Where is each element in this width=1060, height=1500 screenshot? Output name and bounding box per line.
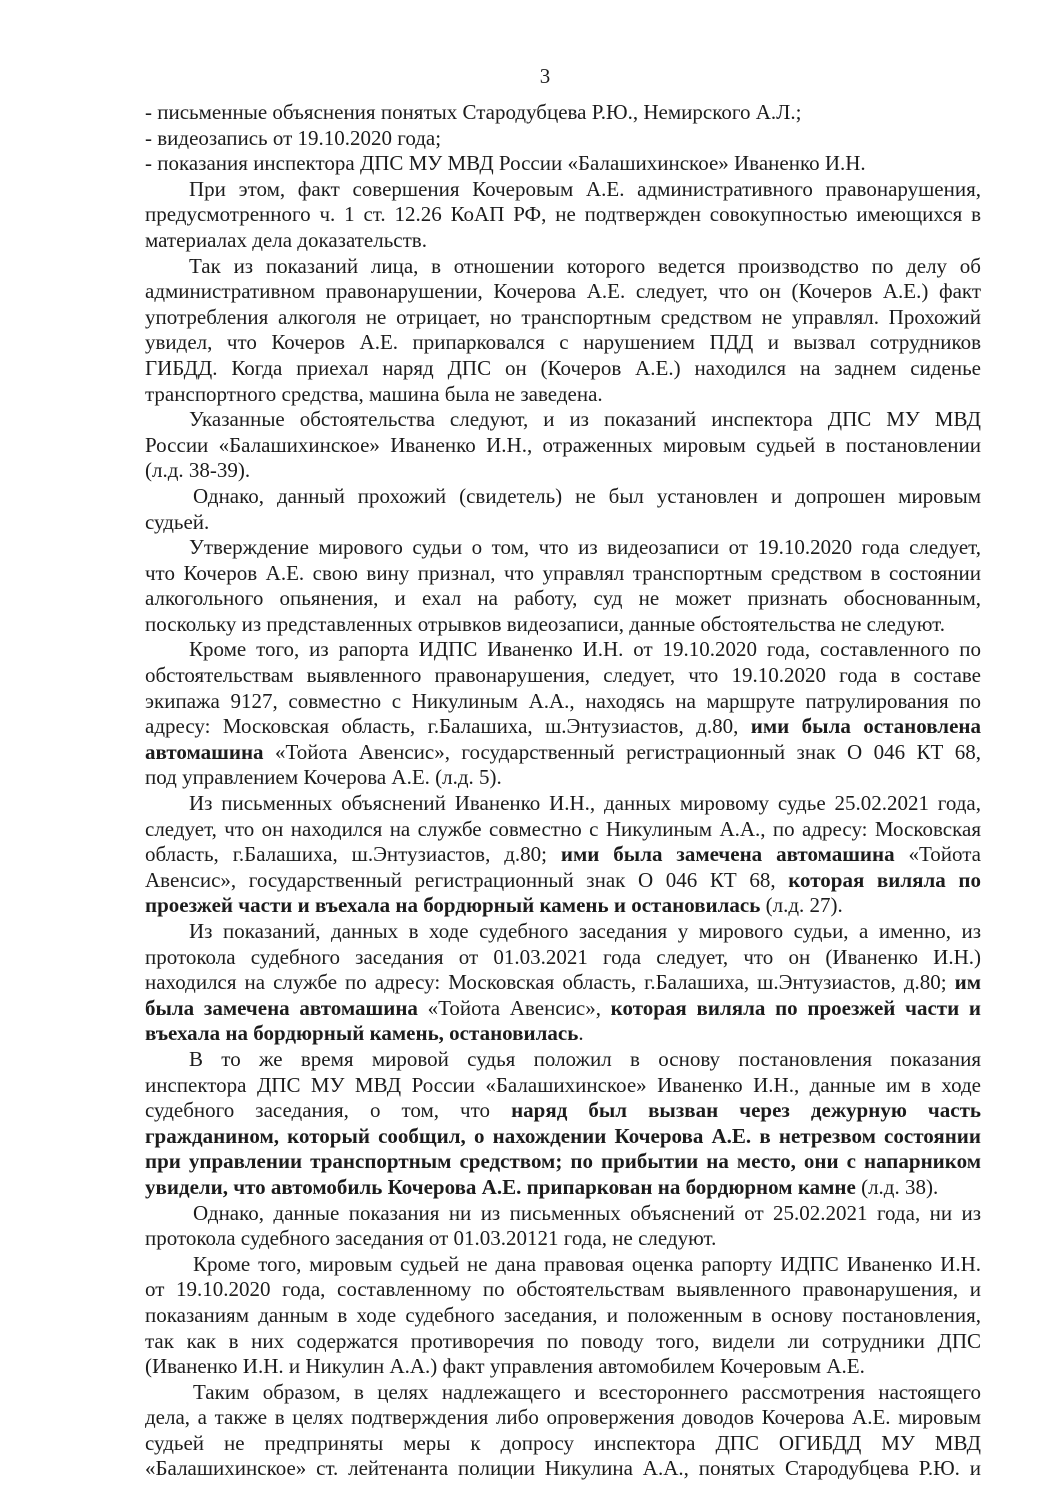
text-span: материалах дела доказательств. [145, 227, 427, 252]
text-span: Указанные обстоятельства следуют, и из показаний инспектора ДПС МУ МВД [189, 407, 981, 432]
text-span: инспектора ДПС МУ МВД России «Балашихинское» Иваненко И.Н., данные им в ходе [145, 1072, 981, 1097]
text-span: «Тойота Авенсис», государственный регистрационный знак О 046 КТ 68, [263, 739, 981, 764]
text-line [145, 1303, 981, 1329]
text-line [145, 1124, 981, 1150]
text-line [145, 1226, 981, 1252]
text-line [145, 1021, 981, 1047]
text-span: - показания инспектора ДПС МУ МВД России «Балашихинское» Иваненко И.Н. [145, 151, 866, 176]
bold-text: была замечена автомашина [145, 995, 418, 1020]
text-span: адресу: Московская область, г.Балашиха, ш.Энтузиастов, д.80, [145, 714, 751, 739]
text-span: предусмотренного ч. 1 ст. 12.26 КоАП РФ, не подтвержден совокупностью имеющихся в [145, 202, 981, 227]
text-span: ГИБДД. Когда приехал наряд ДПС он (Кочеров А.Е.) находился на заднем сиденье [145, 355, 981, 380]
text-line [145, 330, 981, 356]
text-span: протокола судебного заседания от 01.03.20121 года, не следуют. [145, 1226, 717, 1251]
text-line [145, 970, 981, 996]
text-line [145, 1047, 981, 1073]
text-line [145, 1456, 981, 1482]
text-line [145, 1405, 981, 1431]
text-span: так как в них содержатся противоречия по поводу того, видели ли сотрудники ДПС [145, 1328, 981, 1353]
text-line [145, 945, 981, 971]
text-span: следует, что он находился на службе совместно с Никулиным А.А., по адресу: Московская [145, 816, 981, 841]
text-span: административном правонарушении, Кочерова А.Е. следует, что он (Кочеров А.Е.) факт [145, 279, 981, 304]
text-span: - видеозапись от 19.10.2020 года; [145, 125, 442, 150]
bold-text: при управлении транспортным средством; по прибытии на место, они с напарником [145, 1149, 981, 1174]
text-span: (л.д. 27). [760, 893, 843, 918]
text-line [145, 637, 981, 663]
text-span: алкогольного опьянения, и ехал на работу, суд не может признать обоснованным, [145, 586, 981, 611]
text-span: судебного заседания, о том, что [145, 1098, 512, 1123]
text-span: дела, а также в целях подтверждения либо опровержения доводов Кочерова А.Е. мировым [145, 1405, 981, 1430]
text-span: Кроме того, из рапорта ИДПС Иваненко И.Н. от 19.10.2020 года, составленного по [189, 637, 981, 662]
text-span: экипажа 9127, совместно с Никулиным А.А., находясь на маршруте патрулирования по [145, 688, 981, 713]
text-line [145, 1354, 981, 1380]
text-line [145, 254, 981, 280]
document-body [145, 100, 981, 1482]
text-line [145, 305, 981, 331]
text-line [145, 1252, 981, 1278]
text-span: России «Балашихинское» Иваненко И.Н., отраженных мировым судьей в постановлении [145, 432, 981, 457]
bold-text: которая виляла по проезжей части и [610, 995, 981, 1020]
text-span: Таким образом, в целях надлежащего и всестороннего рассмотрения настоящего [193, 1379, 981, 1404]
text-line [145, 868, 981, 894]
text-span: При этом, факт совершения Кочеровым А.Е. административного правонарушения, [189, 176, 981, 201]
text-span: В то же время мировой судья положил в основу постановления показания [189, 1046, 981, 1071]
text-line [145, 1329, 981, 1355]
text-span: «Тойота [894, 842, 982, 867]
text-span: находился на службе по адресу: Московская область, г.Балашиха, ш.Энтузиастов, д.80; [145, 970, 955, 995]
text-line [145, 561, 981, 587]
text-line [145, 202, 981, 228]
text-span: Однако, данный прохожий (свидетель) не был установлен и допрошен мировым [193, 483, 981, 508]
text-span: употребления алкоголя не отрицает, но транспортным средством не управлял. Прохожий [145, 304, 981, 329]
text-line [145, 893, 981, 919]
text-span: показаниям данным в ходе судебного заседания, и положенным в основу постановления, [145, 1302, 981, 1327]
text-span: судьей не предприняты меры к допросу инспектора ДПС ОГИБДД МУ МВД [145, 1430, 981, 1455]
text-span: увидел, что Кочеров А.Е. припарковался с нарушением ПДД и вызвал сотрудников [145, 330, 981, 355]
text-line [145, 151, 981, 177]
text-span: Авенсис», государственный регистрационный знак О 046 КТ 68, [145, 867, 789, 892]
text-line [145, 996, 981, 1022]
text-span: Кроме того, мировым судьей не дана правовая оценка рапорту ИДПС Иваненко И.Н. [193, 1251, 981, 1276]
text-line [145, 279, 981, 305]
text-span: область, г.Балашиха, ш.Энтузиастов, д.80; [145, 842, 561, 867]
bold-text: ими была остановлена [750, 714, 981, 739]
text-span: (л.д. 38). [855, 1174, 939, 1199]
text-span: поскольку из представленных отрывков видеозаписи, данные обстоятельства не следуют. [145, 611, 945, 636]
text-line [145, 535, 981, 561]
text-line [145, 663, 981, 689]
text-line [145, 714, 981, 740]
text-span: . [578, 1021, 584, 1046]
text-line [145, 407, 981, 433]
page-number: 3 [539, 64, 551, 88]
bold-text: автомашина [145, 739, 264, 764]
text-line [145, 1175, 981, 1201]
text-line [145, 510, 981, 536]
text-span: (л.д. 38-39). [145, 458, 251, 483]
text-line [145, 1149, 981, 1175]
text-line [145, 740, 981, 766]
text-line [145, 177, 981, 203]
text-span: протокола судебного заседания от 01.03.2021 года следует, что он (Иваненко И.Н.) [145, 944, 981, 969]
text-span: что Кочеров А.Е. свою вину признал, что управлял транспортным средством в состоянии [145, 560, 981, 585]
text-line [145, 484, 981, 510]
text-span: от 19.10.2020 года, составленному по обстоятельствам выявленного правонарушения, и [145, 1277, 981, 1302]
text-span: - письменные объяснения понятых Стародубцева Р.Ю., Немирского А.Л.; [145, 100, 802, 124]
text-line [145, 1431, 981, 1457]
text-line [145, 689, 981, 715]
text-line [145, 817, 981, 843]
text-span: «Тойота Авенсис», [417, 995, 611, 1020]
text-span: транспортного средства, машина была не заведена. [145, 381, 603, 406]
bold-text: им [954, 970, 981, 995]
text-line [145, 1073, 981, 1099]
bold-text: гражданином, который сообщил, о нахождении Кочерова А.Е. в нетрезвом состоянии [145, 1123, 981, 1148]
text-span: Из показаний, данных в ходе судебного заседания у мирового судьи, а именно, из [189, 919, 981, 943]
text-line [145, 1277, 981, 1303]
text-line [145, 1201, 981, 1227]
text-span: (Иваненко И.Н. и Никулин А.А.) факт управления автомобилем Кочеровым А.Е. [145, 1354, 865, 1379]
text-line [145, 765, 981, 791]
text-line [145, 1098, 981, 1124]
text-line [145, 228, 981, 254]
text-span: Так из показаний лица, в отношении которого ведется производство по делу об [189, 253, 981, 278]
bold-text: проезжей части и въехала на бордюрный камень и остановилась [145, 893, 761, 918]
text-line [145, 433, 981, 459]
text-line [145, 126, 981, 152]
text-line [145, 1380, 981, 1406]
text-line [145, 791, 981, 817]
text-span: под управлением Кочерова А.Е. (л.д. 5). [145, 765, 502, 790]
text-line [145, 382, 981, 408]
text-line [145, 458, 981, 484]
text-line [145, 842, 981, 868]
text-line [145, 612, 981, 638]
text-span: Однако, данные показания ни из письменных объяснений от 25.02.2021 года, ни из [193, 1200, 981, 1225]
text-span: обстоятельствам выявленного правонарушения, следует, что 19.10.2020 года в составе [145, 663, 981, 688]
text-line [145, 919, 981, 945]
text-span: Утверждение мирового судьи о том, что из видеозаписи от 19.10.2020 года следует, [189, 535, 981, 560]
bold-text: въехала на бордюрный камень, остановилась [145, 1021, 579, 1046]
text-span: судьей. [145, 509, 210, 534]
bold-text: увидели, что автомобиль Кочерова А.Е. припаркован на бордюрном камне [145, 1174, 856, 1199]
text-line [145, 356, 981, 382]
bold-text: ими была замечена автомашина [560, 842, 895, 867]
bold-text: наряд был вызван через дежурную часть [511, 1098, 981, 1123]
bold-text: которая виляла по [788, 867, 982, 892]
text-line [145, 100, 981, 126]
text-span: «Балашихинское» ст. лейтенанта полиции Никулина А.А., понятых Стародубцева Р.Ю. и [145, 1456, 981, 1481]
text-line [145, 586, 981, 612]
text-span: Из письменных объяснений Иваненко И.Н., данных мировому судье 25.02.2021 года, [189, 791, 981, 816]
